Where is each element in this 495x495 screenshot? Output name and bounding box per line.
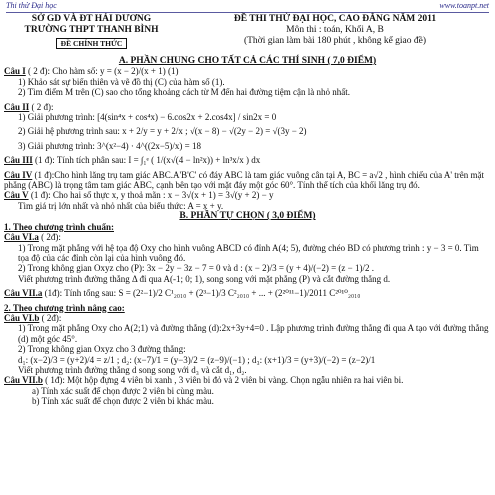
question-7b-item: b) Tính xác suất để chọn được 2 viên bi khác màu. xyxy=(32,396,214,407)
question-2-label: Câu II xyxy=(4,101,30,112)
page-topbar xyxy=(6,1,489,13)
question-6a-label: Câu VI.a xyxy=(4,232,39,243)
question-2-item: 2) Giải hệ phương trình sau: x + 2/y = y + 2/x ; √(x − 8) − √(2y − 2) = √(3y − 2) xyxy=(18,126,307,137)
question-5-text: (1 đ): Cho hai số thực x, y thoả mãn : x − 3√(x + 1) = 3√(y + 2) − y xyxy=(30,190,274,201)
question-3-text: (1 đ): Tính tích phân sau: I = ∫₁ᵉ ( 1/(x√(4 − ln²x)) + ln³x/x ) dx xyxy=(35,155,261,166)
question-6a-item: 1) Trong mặt phẳng với hệ tọa độ Oxy cho hình vuông ABCD có đỉnh A(4; 5), đường chéo BD có phương trình : y − 3 = 0. Tìm tọa độ của các đỉnh còn lại của hình vuông đó. xyxy=(18,242,479,263)
program-2-heading: 2. Theo chương trình nâng cao: xyxy=(4,302,125,313)
section-b-title: B. PHẦN TỰ CHỌN ( 3,0 ĐIỂM) xyxy=(179,211,316,222)
question-7a-text: (1đ): Tính tổng sau: S = (2²−1)/2 C¹₂₀₁₀ + (2³−1)/3 C²₂₀₁₀ + ... + (2²⁰¹¹−1)/2011 C²⁰¹⁰₂₀₁₀ xyxy=(44,288,361,299)
question-4-label: Câu IV xyxy=(4,169,33,180)
question-7b-text: ( 1đ): Một hộp đựng 4 viên bi xanh , 3 viên bi đỏ và 2 viên bi vàng. Chọn ngẫu nhiên ra hai viên bi. xyxy=(45,375,404,386)
question-6b-label: Câu VI.b xyxy=(4,312,40,323)
question-4-text: (1 đ):Cho hình lăng trụ tam giác ABC.A'B'C' có đáy ABC là tam giác vuông cân tại A, BC = a√2 , hình chiếu của A' trên mặt phẳng (ABC) là trọng tâm tam giác ABC, cạnh bên tạo với mặt đáy một góc 60°. Tính thể tích của khối lăng trụ đó. xyxy=(4,169,484,191)
question-7b-label: Câu VII.b xyxy=(4,375,43,386)
section-a-title: A. PHẦN CHUNG CHO TẤT CẢ CÁC THÍ SINH ( 7,0 ĐIỂM) xyxy=(118,56,377,66)
exam-subject: Môn thi : toán, Khối A, B xyxy=(286,25,384,35)
program-1-heading: 1. Theo chương trình chuẩn: xyxy=(4,221,114,232)
question-1-label: Câu I xyxy=(4,66,26,77)
question-5-text2: Tìm giá trị lớn nhất và nhỏ nhất của biểu thức: A = x + y. xyxy=(18,200,224,211)
question-7a-label: Câu VII.a xyxy=(4,288,43,299)
question-6b-item: Viết phương trình đường thẳng d song song với d₃ và cắt d₁, d₂. xyxy=(18,364,247,375)
question-1-item: 1) Khảo sát sự biến thiên và vẽ đồ thị (C) của hàm số (1). xyxy=(18,76,225,87)
question-7a xyxy=(4,288,491,298)
question-1 xyxy=(4,66,491,76)
question-3-label: Câu III xyxy=(4,155,33,166)
question-6a xyxy=(4,232,491,242)
exam-header xyxy=(4,14,491,54)
question-6b-item: 2) Trong không gian Oxyz cho 3 đường thẳng: xyxy=(18,344,186,355)
question-5-label: Câu V xyxy=(4,190,29,201)
question-7b xyxy=(4,375,491,385)
question-4 xyxy=(4,170,491,191)
question-2-item: 1) Giải phương trình: [4(sin⁴x + cos⁴x) − 6.cos2x + 2.cos4x] / sin2x = 0 xyxy=(18,112,277,123)
question-6a-head: ( 2đ): xyxy=(41,232,61,243)
org-department: SỞ GD VÀ ĐT HẢI DƯƠNG xyxy=(31,14,152,24)
exam-title: ĐỀ THI THỬ ĐẠI HỌC, CAO ĐẲNG NĂM 2011 xyxy=(233,14,437,24)
question-3 xyxy=(4,155,491,165)
question-6b-item: d₁: (x−2)/3 = (y+2)/4 = z/1 ; d₂: (x−7)/1 = (y−3)/2 = (z−9)/(−1) ; d₃: (x+1)/3 = (y+3)/(−2) = (z−2)/1 xyxy=(18,354,376,365)
question-6a-item: 2) Trong không gian Oxyz cho (P): 3x − 2y − 3z − 7 = 0 và d : (x − 2)/3 = (y + 4)/(−2) = (z − 1)/2 . xyxy=(18,263,374,274)
question-6a-item: Viết phương trình đường thẳng Δ đi qua A(-1; 0; 1), song song với mặt phẳng (P) và cắt đường thẳng d. xyxy=(18,273,391,284)
question-6b xyxy=(4,313,491,323)
site-url-link[interactable]: www.toanpt.net xyxy=(439,1,489,10)
site-name: Thi thử Đại học xyxy=(6,1,57,10)
question-7b-item: a) Tính xác suất để chọn được 2 viên bi cùng màu. xyxy=(32,385,214,396)
header-right xyxy=(179,14,491,47)
question-2-head: ( 2 đ): xyxy=(31,101,54,112)
org-school: TRƯỜNG THPT THANH BÌNH xyxy=(24,25,159,35)
header-left xyxy=(4,14,179,50)
question-6b-item: 1) Trong mặt phẳng Oxy cho A(2;1) và đường thẳng (d):2x+3y+4=0 . Lập phương trình đường thẳng đi qua A tạo với đường thẳng (d) một góc 45°. xyxy=(18,323,489,344)
question-1-head: ( 2 đ): Cho hàm số: y = (x − 2)/(x + 1) (1) xyxy=(28,66,179,77)
question-1-item: 2) Tìm điểm M trên (C) sao cho tổng khoảng cách từ M đến hai đường tiệm cận là nhỏ nhất. xyxy=(18,87,351,98)
exam-time: (Thời gian làm bài 180 phút , không kể giao đề) xyxy=(243,36,427,46)
question-6b-head: ( 2đ): xyxy=(41,312,62,323)
question-2-item: 3) Giải phương trình: 3^(x²−4) · 4^((2x−5)/x) = 18 xyxy=(18,140,201,151)
exam-body xyxy=(4,56,491,407)
question-2 xyxy=(4,102,491,112)
official-badge: ĐỀ CHÍNH THỨC xyxy=(56,38,128,49)
question-5 xyxy=(4,190,491,200)
